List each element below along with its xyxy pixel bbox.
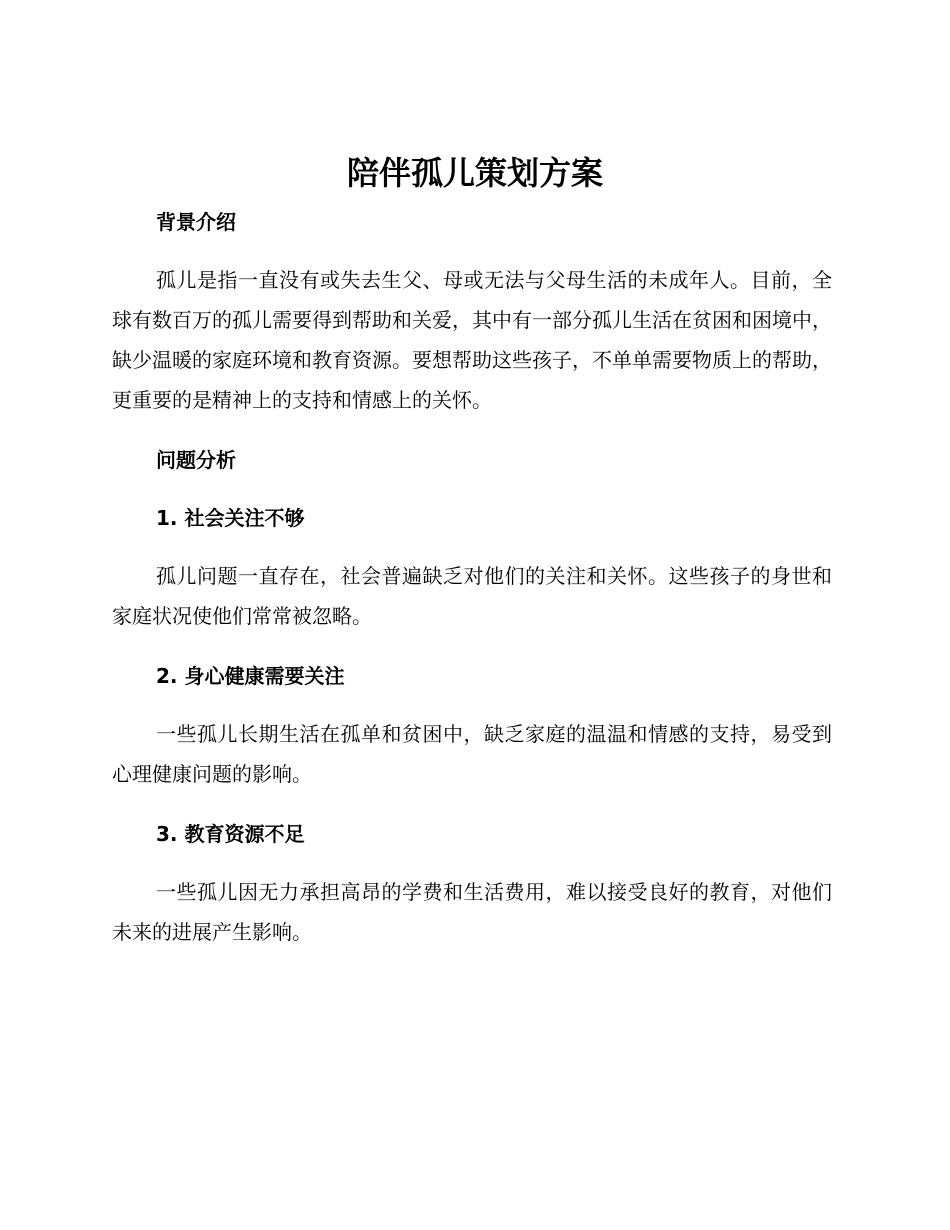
document-title: 陪伴孤儿策划方案 (346, 154, 603, 192)
spacer (112, 420, 832, 440)
spacer (112, 242, 832, 260)
subheading-issue-2: 2. 身心健康需要关注 (156, 664, 345, 688)
subheading-issue-3: 3. 教育资源不足 (156, 822, 305, 846)
section-heading-background: 背景介绍 (156, 210, 236, 234)
document-content (112, 202, 832, 952)
subheading-issue-1: 1. 社会关注不够 (156, 506, 305, 530)
spacer (112, 480, 832, 498)
section-heading-analysis: 问题分析 (156, 448, 236, 472)
paragraph-background: 孤儿是指一直没有或失去生父、母或无法与父母生活的未成年人。目前，全球有数百万的孤儿需要得到帮助和关爱，其中有一部分孤儿生活在贫困和困境中，缺少温暖的家庭环境和教育资源。要想帮助这些孩子，不单单需要物质上的帮助，更重要的是精神上的支持和情感上的关怀。 (112, 268, 832, 412)
paragraph-issue-1: 孤儿问题一直存在，社会普遍缺乏对他们的关注和关怀。这些孩子的身世和家庭状况使他们常常被忽略。 (112, 564, 832, 628)
paragraph-issue-3: 一些孤儿因无力承担高昂的学费和生活费用，难以接受良好的教育，对他们未来的进展产生影响。 (112, 880, 832, 944)
paragraph-issue-2: 一些孤儿长期生活在孤单和贫困中，缺乏家庭的温温和情感的支持，易受到心理健康问题的影响。 (112, 722, 832, 786)
spacer (112, 854, 832, 872)
spacer (112, 794, 832, 814)
spacer (112, 636, 832, 656)
spacer (112, 538, 832, 556)
spacer (112, 696, 832, 714)
